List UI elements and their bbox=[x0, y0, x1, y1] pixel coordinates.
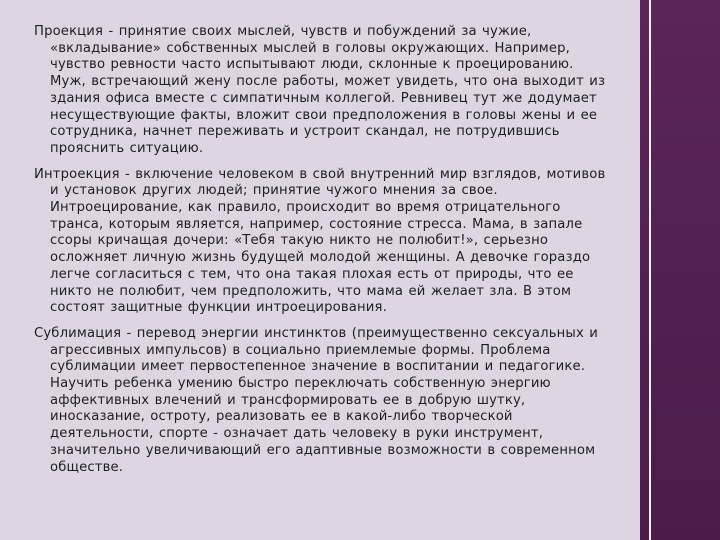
text-body bbox=[34, 24, 612, 485]
decorative-sidebar bbox=[640, 0, 720, 540]
paragraph-projection: Проекция - принятие своих мыслей, чувств и побуждений за чужие, «вкладывание» собственных мыслей в головы окружающих. Например, чувство ревности часто испытывают люди, склонные к проецированию. Муж, встречающий жену после работы, может увидеть, что она выходит из здания офиса вместе с симпатичным коллегой. Ревнивец тут же додумает несуществующие факты, вложит свои предположения в головы жены и ее сотрудника, начнет переживать и устроит скандал, не потрудившись прояснить ситуацию. bbox=[34, 24, 606, 156]
paragraph-introjection: Интроекция - включение человеком в свой внутренний мир взглядов, мотивов и установок других людей; принятие чужого мнения за свое. Интроецирование, как правило, происходит во время отрицательного транса, которым является, например, состояние стресса. Мама, в запале ссоры кричащая дочери: «Тебя такую никто не полюбит!», серьезно осложняет личную жизнь будущей молодой женщины. А девочке гораздо легче согласиться с тем, что она такая плохая есть от природы, что ее никто не полюбит, чем предположить, что мама ей желает зла. В этом состоят защитные функции интроецирования. bbox=[34, 166, 606, 316]
decorative-vertical-line bbox=[649, 0, 651, 540]
paragraph-sublimation: Сублимация - перевод энергии инстинктов (преимущественно сексуальных и агрессивных импульсов) в социально приемлемые формы. Проблема сублимации имеет первостепенное значение в воспитании и педагогике. Научить ребенка умению быстро переключать собственную энергию аффективных влечений и трансформировать ее в добрую шутку, иносказание, остроту, реализовать ее в какой-либо творческой деятельности, спорте - означает дать человеку в руки инструмент, значительно увеличивающий его адаптивные возможности в современном обществе. bbox=[34, 325, 598, 475]
